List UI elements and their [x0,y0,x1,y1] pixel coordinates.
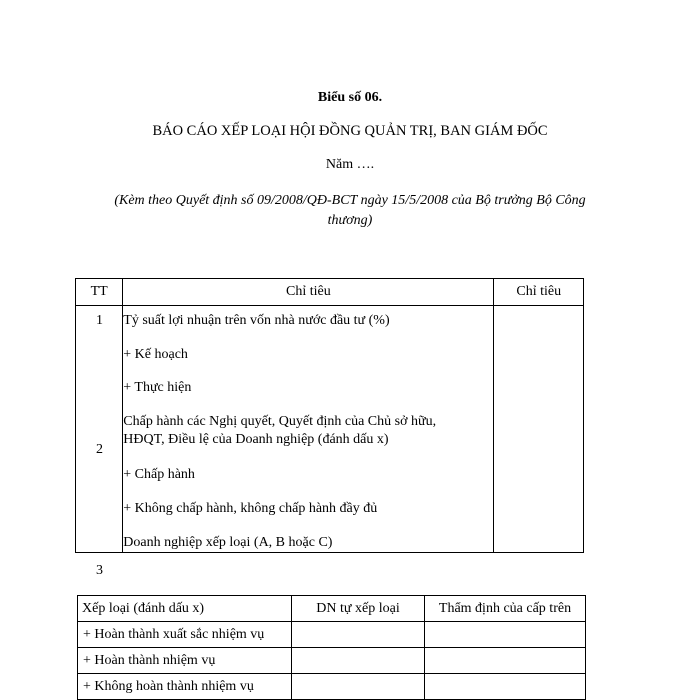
tt-cell [76,306,123,578]
col-header-value: Chỉ tiêu [494,279,584,306]
col-header-tt: TT [76,279,123,306]
criteria-line: Chấp hành các Nghị quyết, Quyết định của Chủ sở hữu, [123,414,437,429]
rating-table [77,595,586,700]
criteria-table [75,278,584,578]
criteria-table-body [76,306,584,553]
rating-label: + Hoàn thành xuất sắc nhiệm vụ [78,622,292,648]
table-row [78,674,586,700]
decision-note-line2: thương) [327,213,373,228]
criteria-table-header [76,279,584,306]
decision-note [90,191,610,231]
appraisal-cell [425,648,586,674]
criteria-line: Doanh nghiệp xếp loại (A, B hoặc C) [123,535,333,550]
self-rating-cell [292,648,425,674]
criteria-line: + Thực hiện [123,380,192,395]
decision-note-line1: (Kèm theo Quyết định số 09/2008/QĐ-BCT ngày 15/5/2008 của Bộ trưởng Bộ Công [114,193,586,208]
self-rating-cell [292,622,425,648]
appraisal-cell [425,622,586,648]
criteria-line: + Chấp hành [123,467,195,482]
report-title: BÁO CÁO XẾP LOẠI HỘI ĐỒNG QUẢN TRỊ, BAN GIÁM ĐỐC [152,123,548,139]
form-number: Biểu số 06. [317,90,383,105]
year-line: Năm …. [325,157,375,172]
criteria-line: + Không chấp hành, không chấp hành đầy đủ [123,501,378,516]
criteria-cell [123,306,494,553]
self-rating-cell [292,674,425,700]
col-header-appraisal: Thẩm định của cấp trên [425,596,586,622]
col-header-rating: Xếp loại (đánh dấu x) [78,596,292,622]
table-row [78,648,586,674]
col-header-self-rating: DN tự xếp loại [292,596,425,622]
criteria-line: + Kế hoạch [123,347,188,362]
tt-2: 2 [96,442,103,457]
tt-1: 1 [96,313,103,328]
criteria-line: HĐQT, Điều lệ của Doanh nghiệp (đánh dấu x) [123,432,389,447]
tt-3: 3 [96,563,103,578]
value-cell [494,306,584,553]
table-row [78,622,586,648]
rating-table-header [78,596,586,622]
criteria-line: Tỷ suất lợi nhuận trên vốn nhà nước đầu tư (%) [123,313,390,328]
rating-label: + Không hoàn thành nhiệm vụ [78,674,292,700]
rating-label: + Hoàn thành nhiệm vụ [78,648,292,674]
appraisal-cell [425,674,586,700]
col-header-criteria: Chỉ tiêu [123,279,494,306]
